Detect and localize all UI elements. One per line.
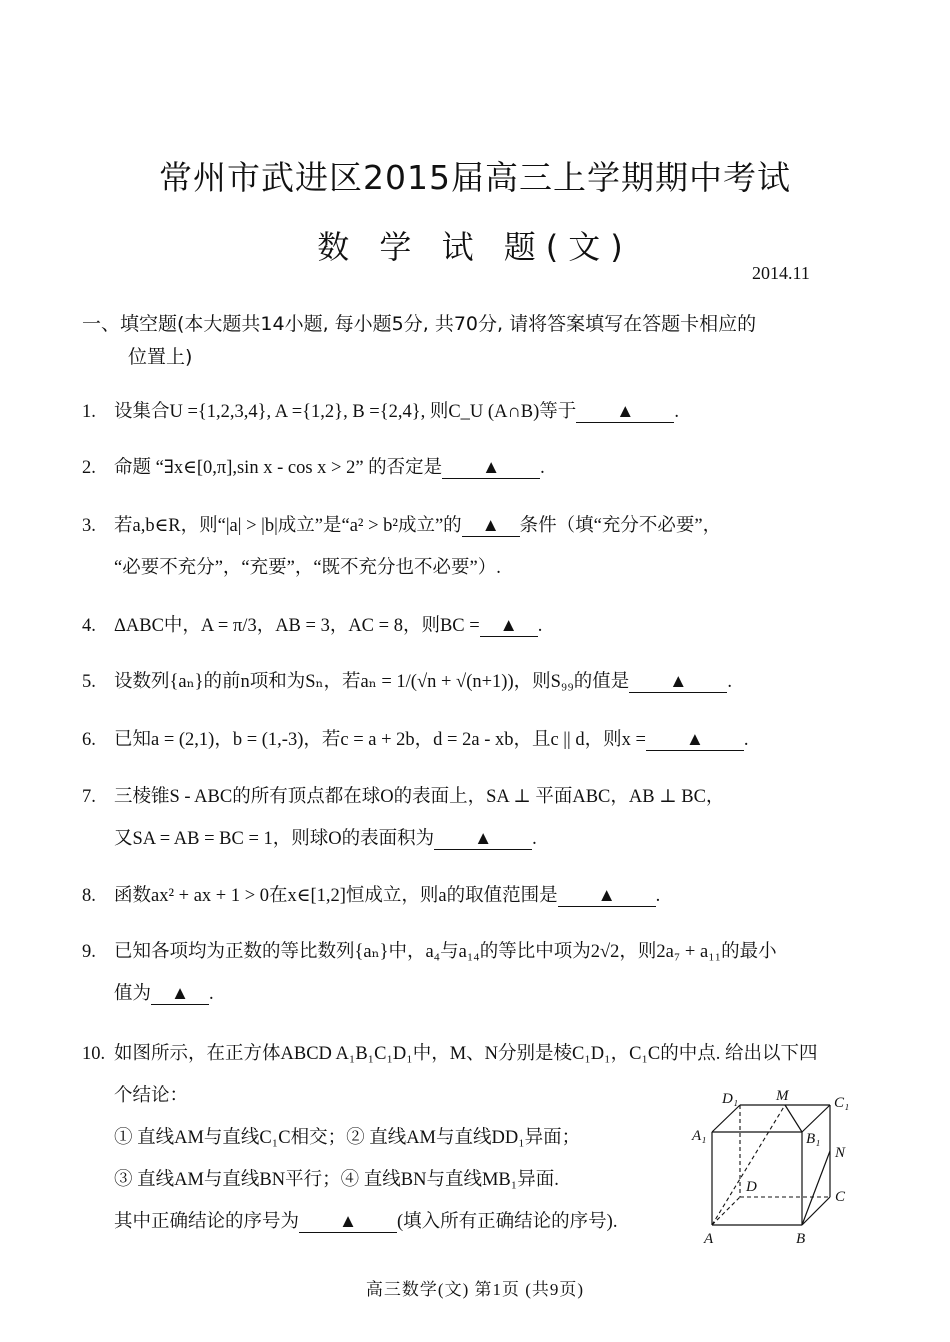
- question-text-line2: [82, 825, 882, 853]
- question-text: 函数ax² + ax + 1 > 0在x∈[1,2]恒成立，则a的取值范围是: [114, 886, 558, 906]
- label-A1: A₁: [692, 1128, 707, 1144]
- question-2: [82, 454, 882, 482]
- label-D1: D₁: [722, 1091, 739, 1107]
- answer-blank[interactable]: ▲: [629, 672, 727, 693]
- question-end: .: [540, 458, 545, 478]
- page-footer: 高三数学(文) 第1页 (共9页): [365, 1280, 585, 1299]
- answer-blank[interactable]: ▲: [462, 516, 520, 537]
- exam-date: 2014.11: [752, 263, 810, 283]
- question-9: [82, 938, 882, 1008]
- question-5: [82, 668, 882, 696]
- question-number: 6.: [82, 730, 96, 750]
- question-number: 2.: [82, 458, 96, 478]
- section-heading-line2: 位置上): [128, 346, 193, 368]
- answer-blank[interactable]: ▲: [442, 458, 540, 479]
- page-title: 常州市武进区2015届高三上学期期中考试: [159, 158, 791, 197]
- answer-blank[interactable]: ▲: [646, 730, 744, 751]
- answer-blank[interactable]: ▲: [151, 984, 209, 1005]
- question-number: 4.: [82, 616, 96, 636]
- label-D: D: [746, 1179, 757, 1195]
- section-heading: [82, 308, 882, 374]
- question-text-line3: ① 直线AM与直线C₁C相交；② 直线AM与直线DD₁异面；: [114, 1128, 581, 1148]
- question-text-line2: “必要不充分”，“充要”，“既不充分也不必要”）.: [114, 558, 501, 578]
- answer-blank[interactable]: ▲: [558, 886, 656, 907]
- question-end: .: [727, 672, 732, 692]
- question-text: 值为: [114, 984, 152, 1004]
- page-subtitle: 数 学 试 题(文): [317, 228, 633, 266]
- label-C: C: [835, 1189, 846, 1205]
- edge-B1C1: [802, 1105, 830, 1132]
- answer-blank[interactable]: ▲: [576, 402, 674, 423]
- question-text: 设数列{aₙ}的前n项和为Sₙ，若aₙ = 1/(√n + √(n+1))，则S₉₉的值是: [114, 672, 630, 692]
- question-number: 5.: [82, 672, 96, 692]
- label-B1: B₁: [806, 1131, 821, 1147]
- answer-blank[interactable]: ▲: [299, 1212, 397, 1233]
- question-text: 其中正确结论的序号为: [114, 1212, 300, 1232]
- question-text: 三棱锥S - ABC的所有顶点都在球O的表面上，SA ⊥ 平面ABC，AB ⊥ BC，: [114, 787, 725, 807]
- label-C1: C₁: [834, 1095, 850, 1111]
- cube-figure: [690, 1085, 860, 1250]
- question-end: .: [655, 886, 661, 906]
- section-heading-line1: 一、填空题(本大题共14小题, 每小题5分, 共70分, 请将答案填写在答题卡相应的: [82, 313, 757, 335]
- question-number: 9.: [82, 942, 96, 962]
- question-3: [82, 512, 882, 582]
- question-text-line4: ③ 直线AM与直线BN平行；④ 直线BN与直线MB₁异面.: [114, 1170, 559, 1190]
- question-text: 又SA = AB = BC = 1，则球O的表面积为: [114, 829, 435, 849]
- question-7: [82, 783, 882, 853]
- question-text: 命题 “∃x∈[0,π],sin x - cos x > 2” 的否定是: [114, 458, 443, 478]
- question-text: 如图所示，在正方体ABCD A₁B₁C₁D₁中，M、N分别是棱C₁D₁，C₁C的中点. 给出以下四: [114, 1044, 818, 1064]
- segment-BN: [802, 1151, 830, 1225]
- answer-blank[interactable]: ▲: [480, 616, 538, 637]
- question-number: 3.: [82, 516, 96, 536]
- question-end: .: [537, 616, 543, 636]
- question-text: 已知各项均为正数的等比数列{aₙ}中，a₄与a₁₄的等比中项为2√2，则2a₇ + a₁₁的最小: [114, 942, 777, 962]
- label-B: B: [796, 1231, 806, 1247]
- question-text: ΔABC中，A = π/3，AB = 3，AC = 8，则BC =: [114, 616, 480, 636]
- question-end: .: [674, 402, 679, 422]
- question-number: 7.: [82, 787, 96, 807]
- segment-AM-hidden: [712, 1105, 785, 1225]
- question-number: 10.: [82, 1044, 106, 1064]
- label-A: A: [704, 1231, 714, 1247]
- label-N: N: [835, 1145, 846, 1161]
- segment-MB1: [785, 1105, 802, 1132]
- question-end: .: [532, 829, 537, 849]
- question-8: [82, 882, 882, 910]
- question-6: [82, 726, 882, 754]
- label-M: M: [776, 1088, 789, 1104]
- question-number: 1.: [82, 402, 96, 422]
- question-end: (填入所有正确结论的序号).: [397, 1212, 618, 1232]
- edge-AD-hidden: [712, 1197, 740, 1225]
- question-end: .: [209, 984, 214, 1004]
- question-text-line2: 个结论：: [114, 1086, 189, 1106]
- question-end: .: [743, 730, 749, 750]
- question-text-line2: [82, 980, 882, 1008]
- edge-BC: [802, 1197, 830, 1225]
- question-text: 已知a = (2,1)，b = (1,-3)，若c = a + 2b，d = 2a - xb，且c || d，则x =: [114, 730, 646, 750]
- question-1: [82, 398, 882, 426]
- question-number: 8.: [82, 886, 96, 906]
- answer-blank[interactable]: ▲: [434, 829, 532, 850]
- question-4: [82, 612, 882, 640]
- edge-A1D1: [712, 1105, 740, 1132]
- question-text: 若a,b∈R，则“|a| > |b|成立”是“a² > b²成立”的: [114, 516, 462, 536]
- question-text: 设集合U ={1,2,3,4}, A ={1,2}, B ={2,4}, 则C_U (A∩B)等于: [114, 402, 577, 422]
- question-end: 条件（填“充分不必要”，: [519, 516, 722, 536]
